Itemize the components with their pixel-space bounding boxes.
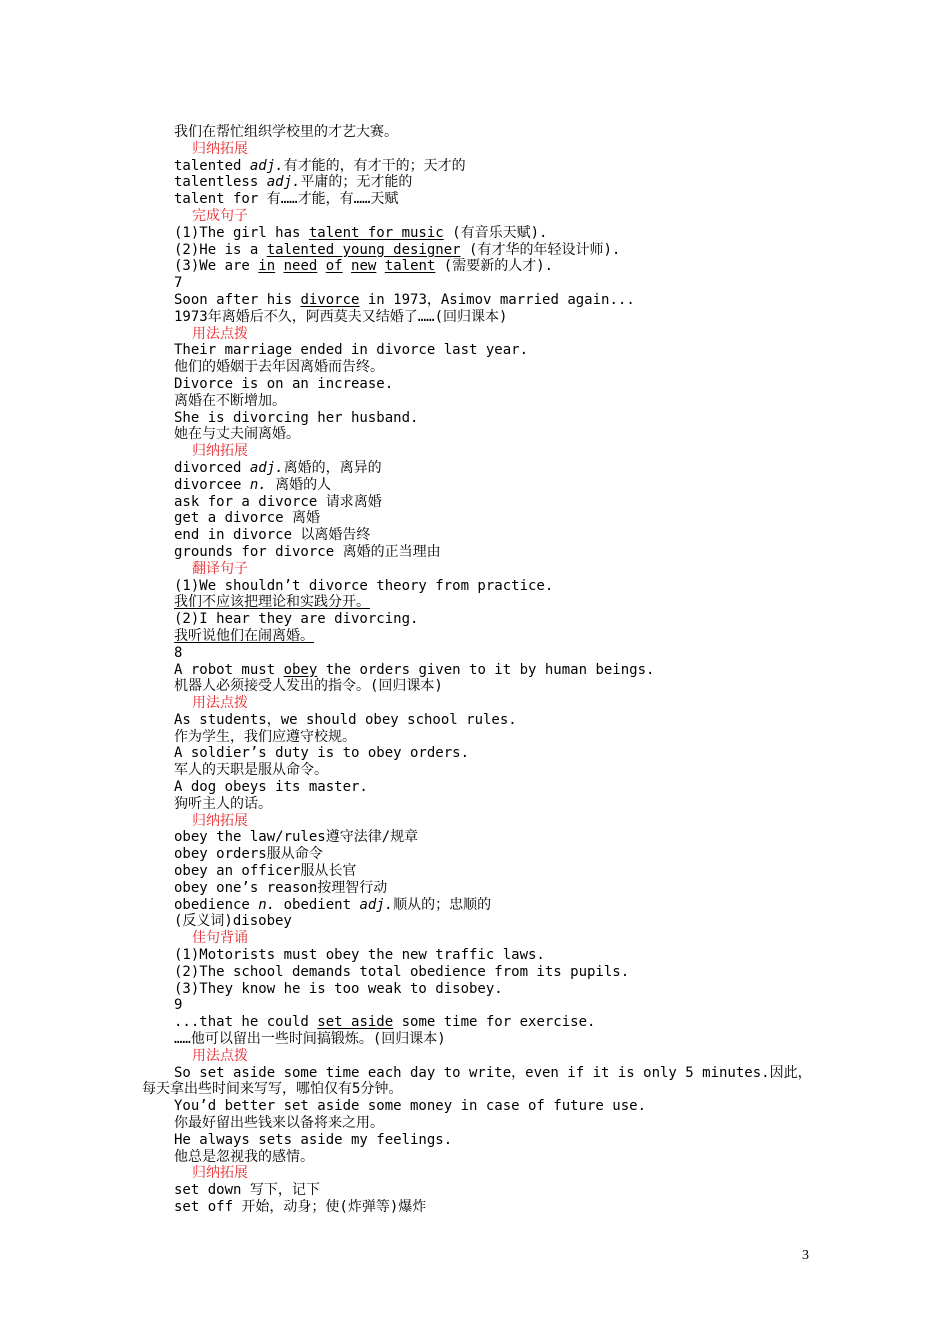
text-span: 狗听主人的话。: [174, 795, 272, 812]
text-span: divorcee: [174, 476, 250, 493]
text-line: [174, 981, 894, 998]
text-span: (需要新的人才).: [435, 258, 554, 275]
text-line: [174, 275, 894, 292]
underlined-span: talented young designer: [266, 241, 461, 258]
text-line: [174, 225, 894, 242]
text-span: 8: [174, 644, 183, 661]
text-span: A robot must: [174, 661, 284, 678]
text-span: A soldier’s duty is to obey orders.: [174, 745, 470, 762]
text-span: obey one’s reason按理智行动: [174, 879, 388, 896]
text-line: [174, 897, 894, 914]
section-heading: [174, 443, 894, 460]
text-span: grounds for divorce 离婚的正当理由: [174, 543, 441, 560]
section-heading: [174, 1165, 894, 1182]
text-span: 他们的婚姻于去年因离婚而告终。: [174, 359, 384, 376]
text-span: talented: [174, 157, 250, 174]
text-line: [174, 1014, 894, 1031]
text-line: [174, 258, 894, 275]
text-line: [174, 997, 894, 1014]
text-line: [174, 158, 894, 175]
text-line: [174, 712, 894, 729]
text-span: (1)The girl has: [174, 224, 309, 241]
text-span: ……他可以留出一些时间搞锻炼。(回归课本): [174, 1031, 446, 1048]
text-line: [174, 460, 894, 477]
section-heading: [174, 1048, 894, 1065]
text-span: 离婚在不断增加。: [174, 392, 286, 409]
underlined-span: divorce: [300, 291, 360, 308]
text-span: get a divorce 离婚: [174, 510, 321, 527]
text-line: [174, 880, 894, 897]
text-span: [275, 258, 283, 274]
section-heading: [174, 695, 894, 712]
text-line: [174, 611, 894, 628]
text-span: 作为学生，我们应遵守校规。: [174, 728, 356, 745]
text-line: [174, 342, 894, 359]
text-span: some time for exercise.: [393, 1014, 596, 1031]
text-span: (有音乐天赋).: [443, 224, 548, 241]
underlined-span: need: [283, 258, 318, 275]
text-span: end in divorce 以离婚告终: [174, 527, 371, 544]
text-span: [343, 258, 351, 274]
text-span: 归纳拓展: [192, 140, 248, 157]
text-line: [174, 410, 894, 427]
text-span: obedience: [174, 896, 259, 913]
text-span: 归纳拓展: [192, 812, 248, 829]
text-line: [174, 1098, 894, 1115]
text-span: 离婚的，离异的: [283, 459, 382, 476]
text-line: [174, 628, 894, 645]
text-line: [174, 242, 894, 259]
text-line: [174, 846, 894, 863]
text-line: [174, 729, 894, 746]
text-line: [174, 947, 894, 964]
text-line: [174, 527, 894, 544]
text-span: 顺从的；忠顺的: [393, 896, 492, 913]
text-line: [174, 309, 894, 326]
text-span: in 1973，Asimov married again...: [359, 291, 635, 308]
text-line: [174, 1182, 894, 1199]
text-line: [174, 1149, 894, 1166]
text-line: [142, 1081, 894, 1098]
text-span: 军人的天职是服从命令。: [174, 762, 328, 779]
text-line: [174, 594, 894, 611]
text-span: [376, 258, 384, 274]
section-heading: [174, 208, 894, 225]
text-line: [174, 964, 894, 981]
section-heading: [174, 930, 894, 947]
text-span: Divorce is on an increase.: [174, 375, 394, 392]
text-span: 佳句背诵: [192, 930, 248, 947]
text-span: obedient: [275, 896, 360, 913]
text-line: [174, 1065, 894, 1082]
text-line: [174, 1115, 894, 1132]
text-span: the orders given to it by human beings.: [317, 661, 655, 678]
text-span: So set aside some time each day to write，even if it is only 5 minutes.因此，: [174, 1064, 812, 1081]
text-line: [174, 762, 894, 779]
text-line: [174, 477, 894, 494]
italic-span: adj.: [266, 174, 301, 191]
text-span: 归纳拓展: [192, 443, 248, 460]
text-line: [174, 578, 894, 595]
section-heading: [174, 326, 894, 343]
text-span: You’d better set aside some money in case of future use.: [174, 1098, 647, 1115]
text-line: [174, 359, 894, 376]
italic-span: adj.: [249, 157, 284, 174]
section-heading: [174, 141, 894, 158]
text-span: obey the law/rules遵守法律/规章: [174, 829, 419, 846]
page-body: [142, 124, 894, 1216]
text-line: [174, 510, 894, 527]
underlined-span: talent: [384, 258, 436, 275]
text-line: [174, 863, 894, 880]
underlined-span: obey: [283, 661, 318, 678]
text-span: Their marriage ended in divorce last year.: [174, 342, 529, 359]
text-span: 平庸的；无才能的: [300, 174, 413, 191]
text-line: [174, 678, 894, 695]
section-heading: [174, 561, 894, 578]
text-span: divorced: [174, 459, 250, 476]
text-span: obey an officer服从长官: [174, 863, 357, 880]
text-span: set down 写下，记下: [174, 1182, 320, 1199]
text-line: [174, 292, 894, 309]
text-span: 完成句子: [192, 207, 248, 224]
text-line: [174, 1132, 894, 1149]
text-line: [174, 494, 894, 511]
underlined-span: set aside: [317, 1014, 394, 1031]
text-span: 机器人必须接受人发出的指令。(回归课本): [174, 678, 443, 695]
text-span: (3)We are: [174, 258, 259, 275]
text-line: [174, 544, 894, 561]
text-span: (1)Motorists must obey the new traffic laws.: [174, 947, 545, 964]
text-span: 有才能的，有才干的；天才的: [283, 157, 466, 174]
text-span: 离婚的人: [266, 476, 332, 493]
text-span: (2)He is a: [174, 241, 267, 258]
text-line: [174, 174, 894, 191]
underlined-span: 我听说他们在闹离婚。: [174, 627, 314, 644]
text-span: talent for 有……才能，有……天赋: [174, 191, 399, 208]
section-heading: [174, 813, 894, 830]
text-span: (2)I hear they are divorcing.: [174, 611, 419, 628]
text-line: [174, 796, 894, 813]
text-span: 他总是忽视我的感情。: [174, 1148, 314, 1165]
text-span: As students，we should obey school rules.: [174, 711, 517, 728]
text-span: obey orders服从命令: [174, 846, 323, 863]
text-span: 归纳拓展: [192, 1165, 248, 1182]
italic-span: adj.: [249, 459, 284, 476]
underlined-span: 我们不应该把理论和实践分开。: [174, 594, 370, 611]
text-line: [174, 913, 894, 930]
text-span: 每天拿出些时间来写写，哪怕仅有5分钟。: [142, 1081, 403, 1098]
text-span: Soon after his: [174, 291, 301, 308]
text-span: set off 开始，动身；使(炸弹等)爆炸: [174, 1199, 427, 1215]
text-span: talentless: [174, 174, 267, 191]
underlined-span: in: [258, 258, 276, 275]
text-line: [174, 426, 894, 443]
text-span: 1973年离婚后不久，阿西莫夫又结婚了……(回归课本): [174, 308, 508, 325]
text-span: 翻译句子: [192, 560, 248, 577]
underlined-span: talent for music: [308, 224, 444, 241]
text-span: (3)They know he is too weak to disobey.: [174, 980, 503, 997]
text-line: [174, 124, 894, 141]
italic-span: n.: [249, 476, 267, 493]
text-span: She is divorcing her husband.: [174, 409, 419, 426]
text-line: [174, 1199, 894, 1216]
text-line: [174, 745, 894, 762]
page-number: 3: [802, 1248, 809, 1263]
text-span: (1)We shouldn’t divorce theory from practice.: [174, 577, 554, 594]
text-span: 用法点拨: [192, 325, 248, 342]
text-span: 9: [174, 997, 183, 1014]
text-line: [174, 662, 894, 679]
text-line: [174, 393, 894, 410]
text-line: [174, 1031, 894, 1048]
text-span: 你最好留出些钱来以备将来之用。: [174, 1115, 384, 1132]
text-span: 7: [174, 275, 183, 292]
text-line: [174, 779, 894, 796]
text-span: 我们在帮忙组织学校里的才艺大赛。: [174, 124, 398, 140]
text-span: He always sets aside my feelings.: [174, 1131, 453, 1148]
text-span: 她在与丈夫闹离婚。: [174, 426, 300, 443]
text-span: ask for a divorce 请求离婚: [174, 493, 382, 510]
text-span: 用法点拨: [192, 1047, 248, 1064]
text-span: A dog obeys its master.: [174, 779, 368, 796]
text-line: [174, 829, 894, 846]
text-span: (有才华的年轻设计师).: [460, 241, 621, 258]
underlined-span: new: [351, 258, 377, 275]
text-span: ...that he could: [174, 1014, 318, 1031]
underlined-span: of: [325, 258, 343, 275]
text-span: 用法点拨: [192, 695, 248, 712]
text-line: [174, 645, 894, 662]
text-span: [317, 258, 325, 274]
text-line: [174, 191, 894, 208]
italic-span: adj.: [359, 896, 394, 913]
text-span: (反义词)disobey: [174, 913, 292, 930]
text-span: (2)The school demands total obedience from its pupils.: [174, 963, 630, 980]
text-line: [174, 376, 894, 393]
italic-span: n.: [258, 896, 276, 913]
